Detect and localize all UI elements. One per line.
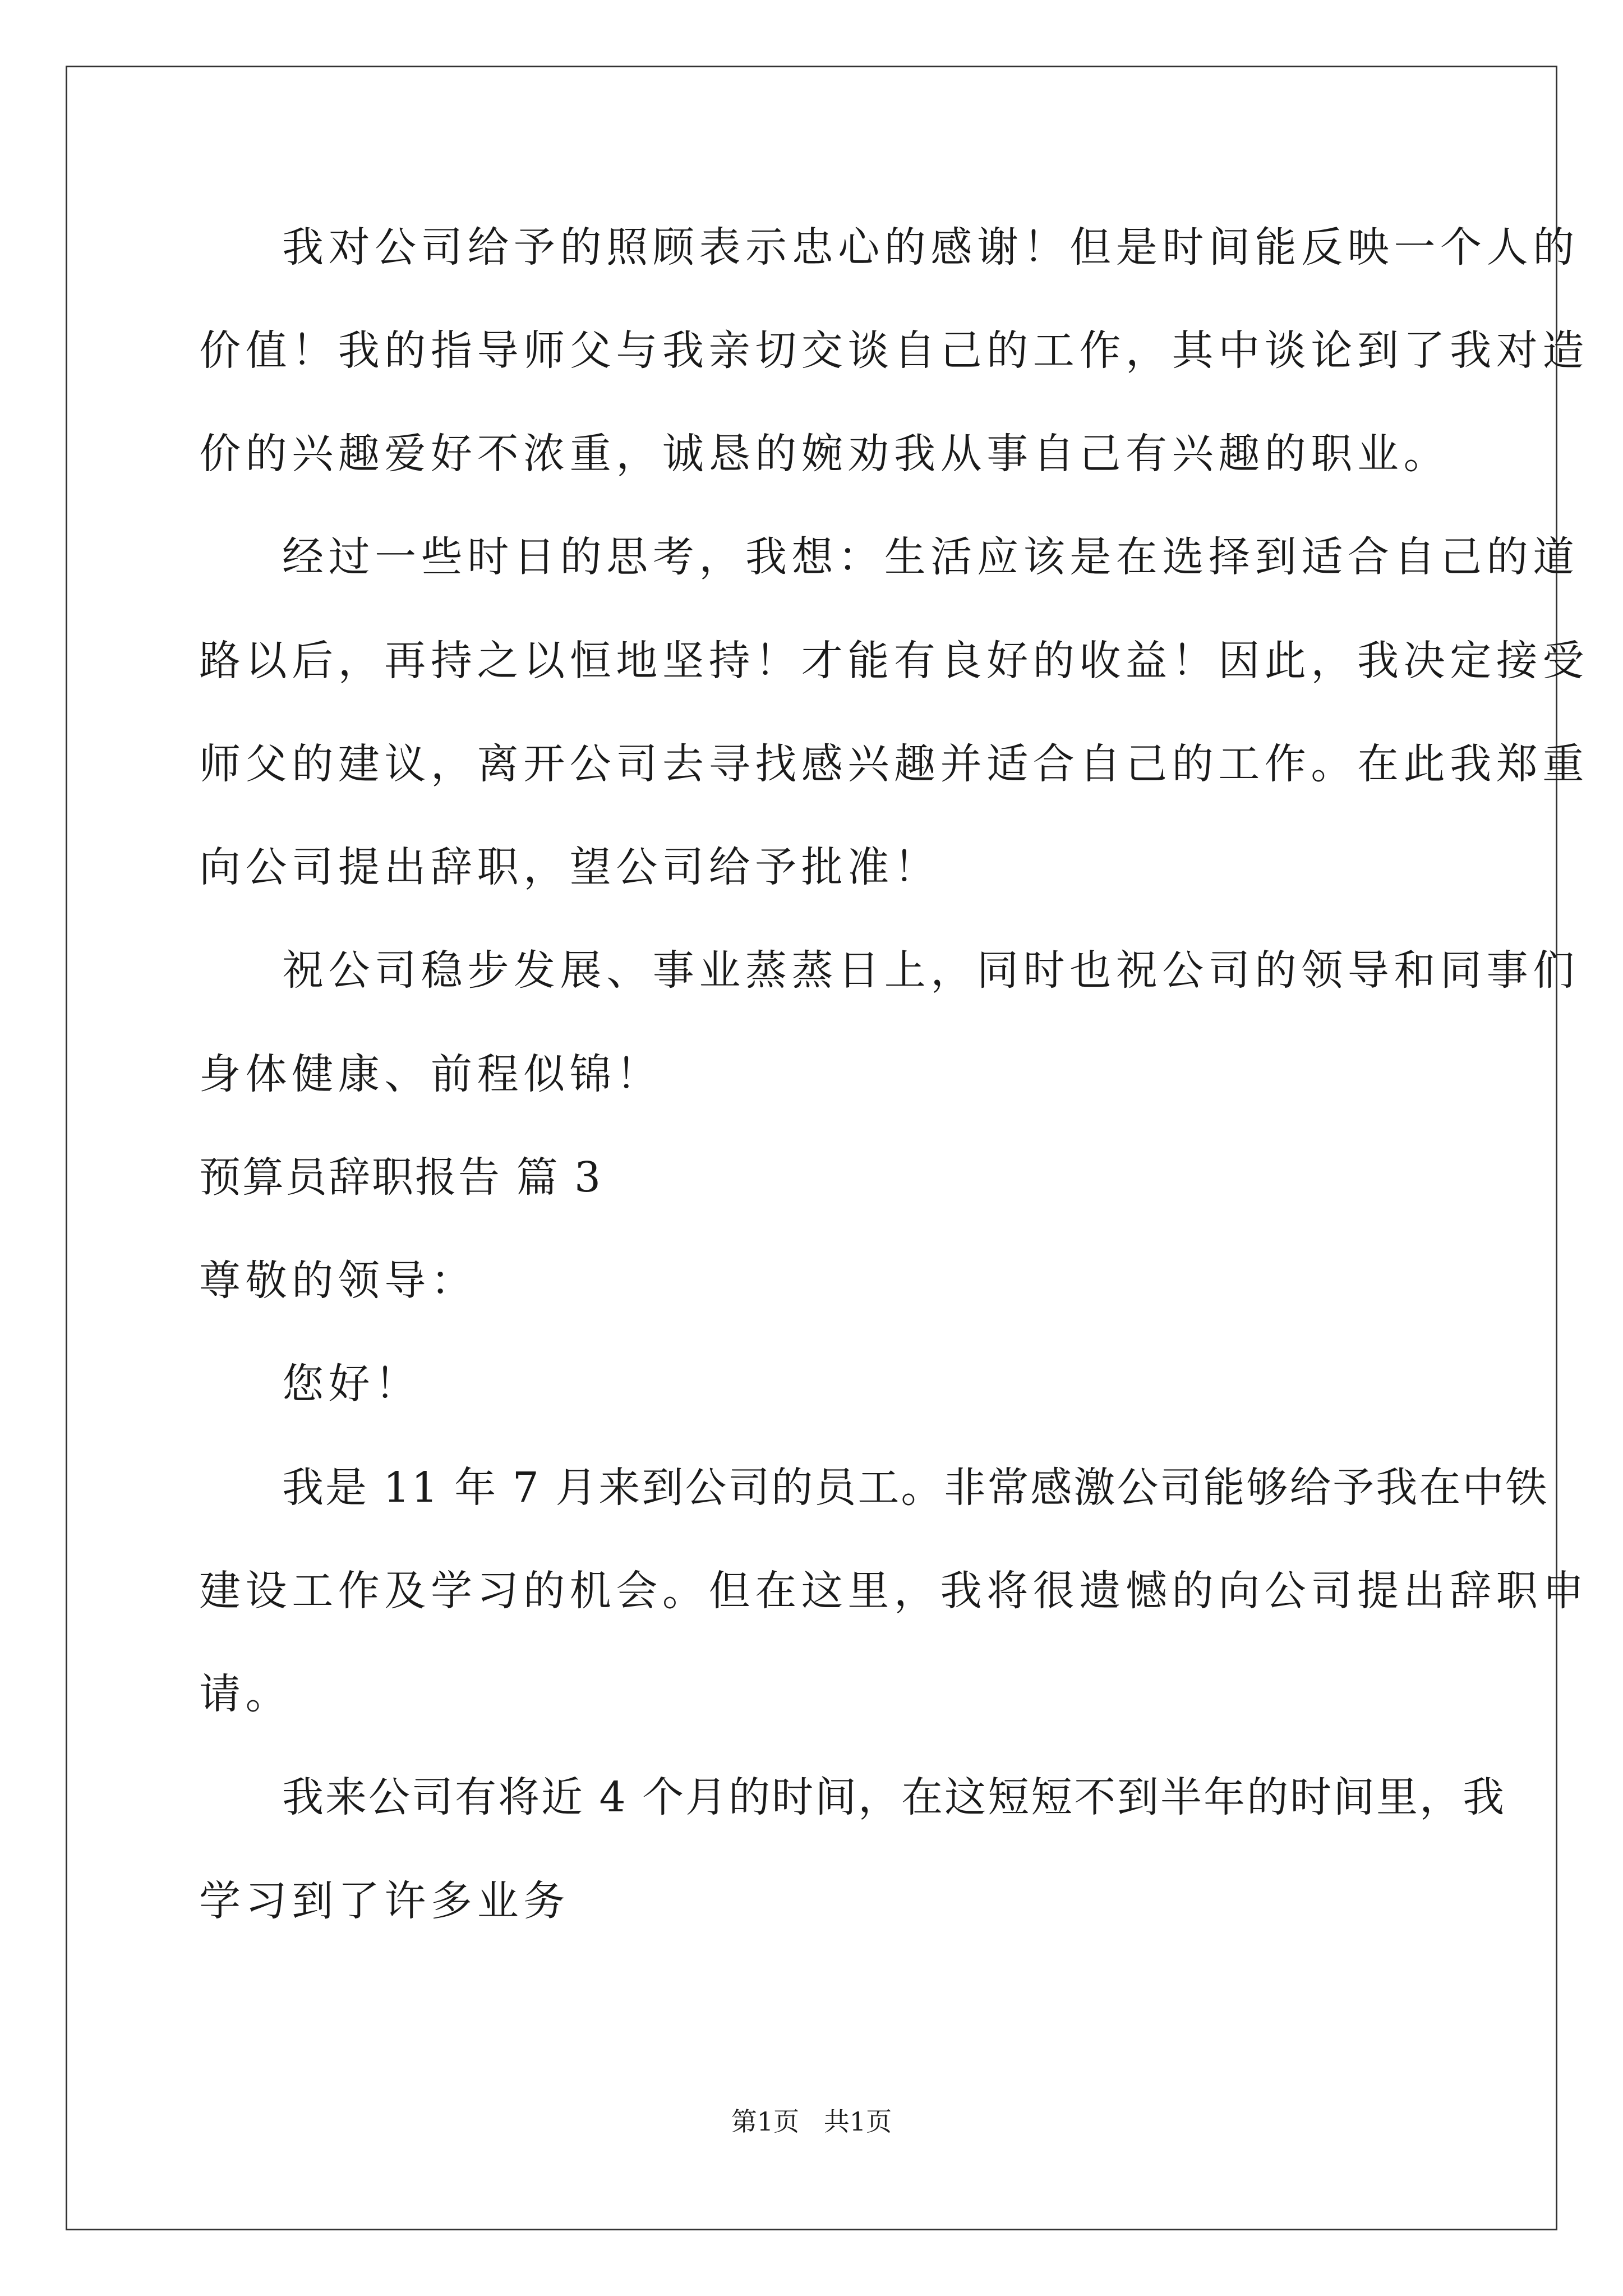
paragraph-line: 我是 11 年 7 月来到公司的员工。非常感激公司能够给予我在中铁	[282, 1464, 1549, 1512]
paragraph-line: 我来公司有将近 4 个月的时间，在这短短不到半年的时间里，我	[282, 1773, 1506, 1821]
paragraph-line: 建设工作及学习的机会。但在这里，我将很遗憾的向公司提出辞职申	[199, 1567, 1589, 1615]
section-heading: 预算员辞职报告 篇 3	[199, 1153, 603, 1202]
paragraph-line: 价值！我的指导师父与我亲切交谈自己的工作，其中谈论到了我对造	[199, 326, 1589, 375]
greeting: 您好！	[282, 1360, 421, 1408]
paragraph-line: 向公司提出辞职，望公司给予批准！	[199, 843, 940, 891]
paragraph-line: 价的兴趣爱好不浓重，诚恳的婉劝我从事自己有兴趣的职业。	[199, 430, 1450, 478]
paragraph-line: 身体健康、前程似锦！	[199, 1050, 662, 1098]
paragraph-line: 师父的建议，离开公司去寻找感兴趣并适合自己的工作。在此我郑重	[199, 740, 1589, 788]
salutation: 尊敬的领导：	[199, 1257, 477, 1305]
paragraph-line: 我对公司给予的照顾表示忠心的感谢！但是时间能反映一个人的	[282, 223, 1579, 272]
paragraph-line: 经过一些时日的思考，我想：生活应该是在选择到适合自己的道	[282, 533, 1579, 581]
paragraph-line: 请。	[199, 1670, 292, 1718]
page-footer: 第1页 共1页	[731, 2106, 892, 2137]
paragraph-line: 路以后，再持之以恒地坚持！才能有良好的收益！因此，我决定接受	[199, 637, 1589, 685]
paragraph-line: 祝公司稳步发展、事业蒸蒸日上，同时也祝公司的领导和同事们	[282, 946, 1579, 995]
paragraph-line: 学习到了许多业务	[199, 1877, 570, 1925]
